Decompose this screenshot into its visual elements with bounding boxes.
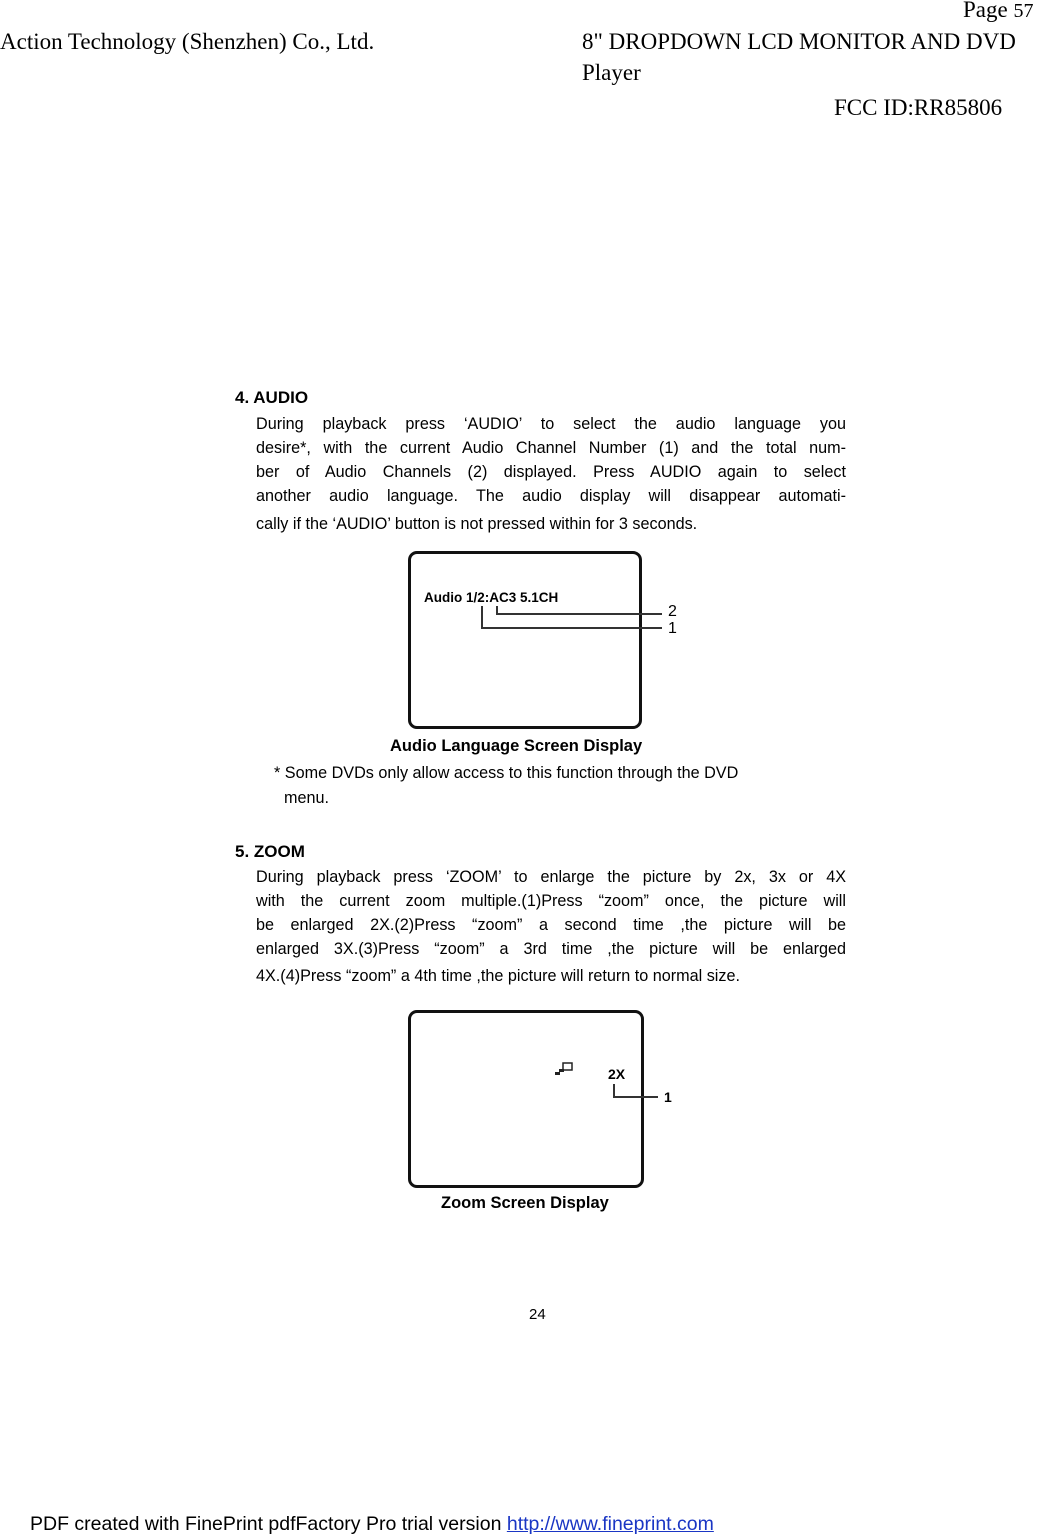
callout-number-1: 1 (664, 1089, 672, 1105)
audio-description (256, 412, 846, 536)
manual-page-number: 24 (529, 1306, 546, 1323)
callout-number-1: 1 (668, 620, 677, 637)
page-label: Page (963, 0, 1008, 22)
zoom-description (256, 865, 846, 988)
audio-caption: Audio Language Screen Display (390, 737, 643, 755)
audio-line: another audio language. The audio display will disappear automati- (256, 487, 846, 505)
audio-screen-illustration (408, 551, 642, 729)
pdf-footer (30, 1513, 714, 1536)
callout-line (481, 606, 483, 628)
company-name: Action Technology (Shenzhen) Co., Ltd. (0, 29, 375, 54)
zoom-line: During playback press ‘ZOOM’ to enlarge the picture by 2x, 3x or 4X (256, 868, 846, 886)
audio-line: ber of Audio Channels (2) displayed. Press AUDIO again to select (256, 463, 846, 481)
zoom-heading: 5. ZOOM (235, 842, 305, 861)
zoom-line: 4X.(4)Press “zoom” a 4th time ,the picture will return to normal size. (256, 967, 740, 985)
footer-text: PDF created with FinePrint pdfFactory Pro trial version (30, 1513, 507, 1535)
audio-line: desire*, with the current Audio Channel Number (1) and the total num- (256, 439, 846, 457)
zoom-caption: Zoom Screen Display (441, 1194, 609, 1212)
callout-line (481, 627, 662, 629)
page-number-value: 57 (1013, 0, 1034, 22)
footnote-line: menu. (284, 789, 329, 807)
zoom-icon (554, 1062, 580, 1078)
zoom-osd-text: 2X (608, 1066, 626, 1082)
fcc-id: FCC ID:RR85806 (834, 95, 1003, 120)
audio-line: During playback press ‘AUDIO’ to select the audio language you (256, 415, 846, 433)
zoom-screen-illustration (408, 1010, 644, 1188)
zoom-line: with the current zoom multiple.(1)Press “zoom” once, the picture will (256, 892, 846, 910)
audio-osd-text: Audio 1/2:AC3 5.1CH (424, 590, 559, 605)
callout-number-2: 2 (668, 603, 677, 620)
callout-line (613, 1096, 658, 1098)
product-title-line1: 8" DROPDOWN LCD MONITOR AND DVD (582, 29, 1016, 54)
zoom-line: be enlarged 2X.(2)Press “zoom” a second time ,the picture will be (256, 916, 846, 934)
callout-line (496, 613, 662, 615)
audio-footnote (274, 761, 844, 811)
footnote-line: * Some DVDs only allow access to this function through the DVD (274, 764, 739, 782)
zoom-line: enlarged 3X.(3)Press “zoom” a 3rd time ,the picture will be enlarged (256, 940, 846, 958)
product-title-line2: Player (582, 60, 641, 85)
page-number (963, 0, 1033, 25)
audio-heading: 4. AUDIO (235, 388, 309, 407)
audio-line: cally if the ‘AUDIO’ button is not pressed within for 3 seconds. (256, 515, 698, 533)
fineprint-link[interactable]: http://www.fineprint.com (506, 1513, 714, 1535)
